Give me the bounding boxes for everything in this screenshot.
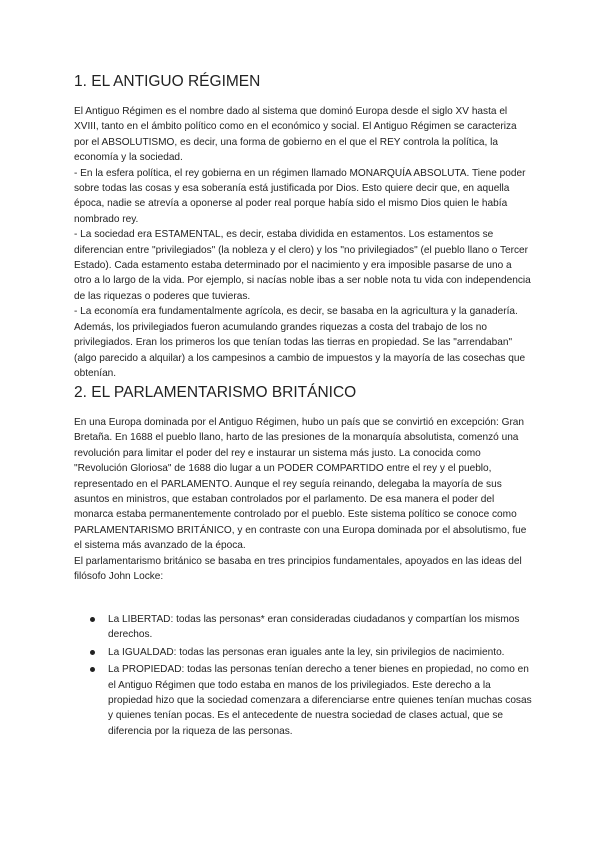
paragraph: - La sociedad era ESTAMENTAL, es decir, estaba dividida en estamentos. Los estamentos se diferencian entre "privilegiados" (la nobleza y el clero) y los "no privilegiados" (el pueblo llano o Tercer Estado). Cada estamento estaba determinado por el nacimiento y era imposible pasarse de uno a otro a lo largo de la vida. Por ejemplo, si nacías noble ibas a ser noble nota tu vida con independencia de las riquezas o poderes que tuvieras. <box>74 229 531 302</box>
section-1-body <box>74 104 531 381</box>
section-2-body <box>74 415 531 584</box>
list-item <box>74 662 534 739</box>
paragraph: El parlamentarismo británico se basaba en tres principios fundamentales, apoyados en las ideas del filósofo John Locke: <box>74 555 522 583</box>
bullet-icon <box>90 617 95 622</box>
paragraph: En una Europa dominada por el Antiguo Régimen, hubo un país que se convirtió en excepción: Gran Bretaña. En 1688 el pueblo llano, harto de las presiones de la monarquía absolutista, comenzó una revolución para limitar el poder del rey e instaurar un sistema más justo. La conocida como "Revolución Gloriosa" de 1688 dio lugar a un PODER COMPARTIDO entre el rey y el pueblo, representado en el PARLAMENTO. Aunque el rey seguía reinando, delegaba la mayoría de sus asuntos en ministros, que estaban controlados por el parlamento. De esa manera el poder del monarca estaba permanentemente controlado por el pueblo. Este sistema político se conoce como PARLAMENTARISMO BRITÁNICO, y en contraste con una Europa dominada por el absolutismo, fue el sistema más avanzado de la época. <box>74 417 527 552</box>
list-item-text: La PROPIEDAD: todas las personas tenían derecho a tener bienes en propiedad, no como en el Antiguo Régimen que todo estaba en manos de los privilegiados. Este derecho a la propiedad hizo que la sociedad comenzara a diferenciarse entre quienes tenían muchas cosas y quienes tenían pocas. Es el antecedente de nuestra sociedad de clases actual, que se diferencia por la riqueza de las personas. <box>108 664 532 737</box>
section-1-title: 1. EL ANTIGUO RÉGIMEN <box>74 73 261 90</box>
list-item-text: La IGUALDAD: todas las personas eran iguales ante la ley, sin privilegios de nacimiento. <box>108 646 505 658</box>
paragraph: - En la esfera política, el rey gobierna en un régimen llamado MONARQUÍA ABSOLUTA. Tiene poder sobre todas las cosas y esa soberanía está justificada por Dios. Esto quiere decir que, en aquella época, nadie se atrevía a oponerse al poder real porque había sido el mismo Dios quien le había nombrado rey. <box>74 167 526 225</box>
list-item <box>74 645 534 660</box>
paragraph: El Antiguo Régimen es el nombre dado al sistema que dominó Europa desde el siglo XV hasta el XVIII, tanto en el ámbito político como en el económico y social. El Antiguo Régimen se caracteriza por el ABSOLUTISMO, es decir, una forma de gobierno en el que el REY controla la política, la economía y la sociedad. <box>74 106 517 164</box>
list-item-text: La LIBERTAD: todas las personas* eran consideradas ciudadanos y compartían los mismos derechos. <box>108 614 520 641</box>
principles-list <box>74 612 534 741</box>
bullet-icon <box>90 650 95 655</box>
list-item <box>74 612 534 643</box>
section-2-title: 2. EL PARLAMENTARISMO BRITÁNICO <box>74 384 357 401</box>
bullet-icon <box>90 667 95 672</box>
paragraph: - La economía era fundamentalmente agrícola, es decir, se basaba en la agricultura y la ganadería. Además, los privilegiados fueron acumulando grandes riquezas a costa del trabajo de los no privilegiados. Eran los primeros los que tenían todas las tierras en propiedad. Se las "arrendaban" (algo parecido a alquilar) a los campesinos a cambio de impuestos y la mayoría de las cosechas que obtenían. <box>74 306 526 379</box>
